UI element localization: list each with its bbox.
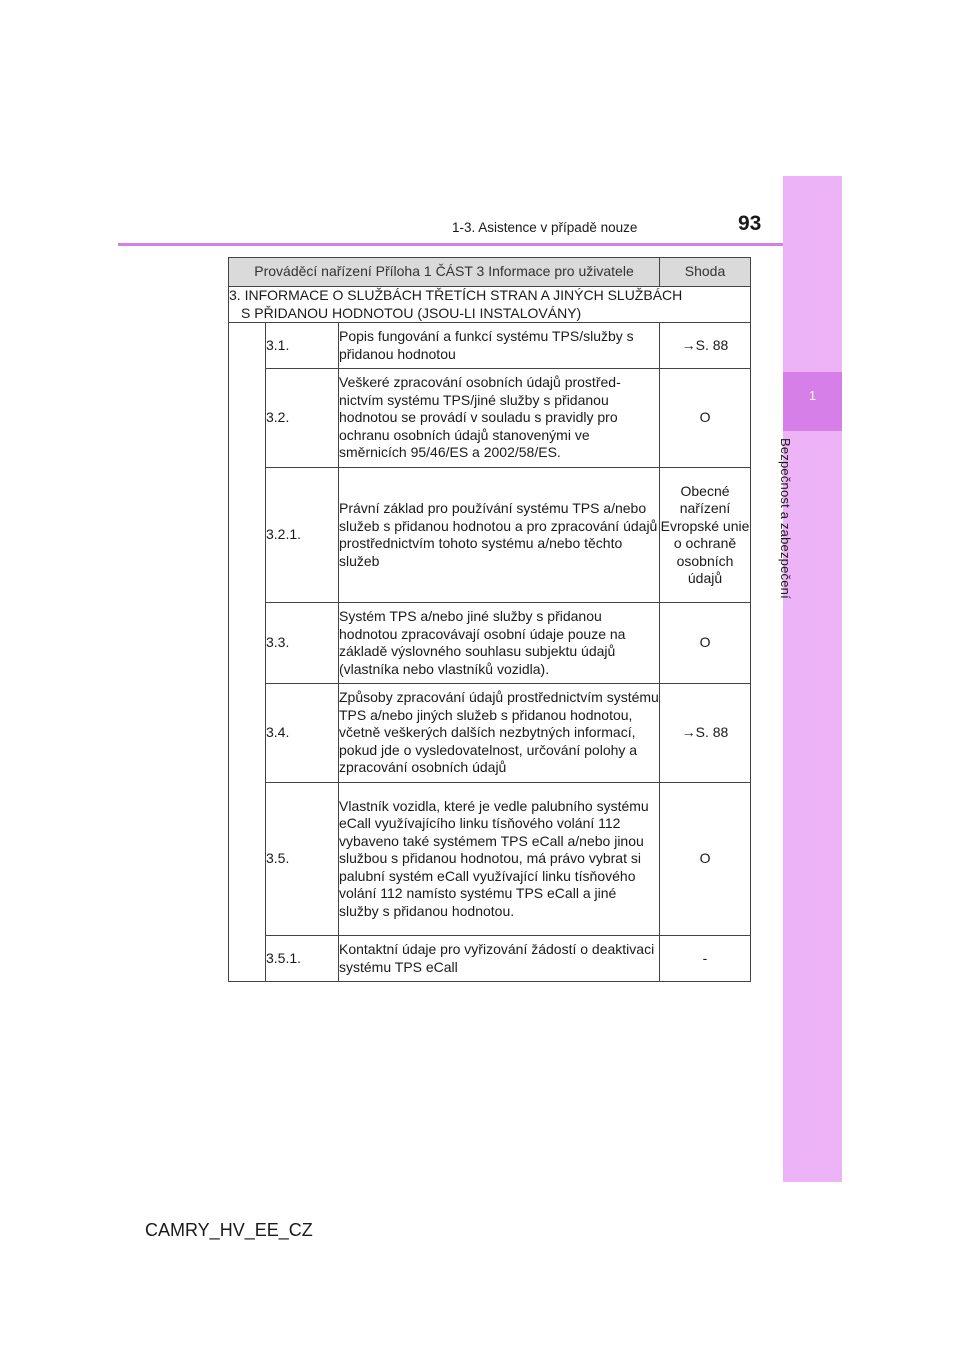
row-description: Vlastník vozidla, které je vedle palubního systému eCall využívajícího linku tísňového volání 112 vybaveno také systémem TPS eCall a/nebo jinou službou s přidanou hodnotou, má právo vybrat si palubní systém eCall využívající linku tísňového volání 112 namísto systému TPS eCall a jiné služby s přidanou hodnotou. xyxy=(339,783,660,936)
header-cell-compliance: Shoda xyxy=(660,258,751,287)
row-value: - xyxy=(660,936,751,982)
section-row xyxy=(229,287,751,323)
table-row xyxy=(229,369,751,468)
info-table xyxy=(228,257,751,982)
chapter-side-band xyxy=(783,176,842,1182)
indent-cell xyxy=(229,323,266,982)
row-number: 3.2.1. xyxy=(266,468,339,603)
row-value: →S. 88 xyxy=(660,684,751,783)
header-cell-info: Prováděcí nařízení Příloha 1 ČÁST 3 Informace pro uživatele xyxy=(229,258,660,287)
chapter-number: 1 xyxy=(808,388,817,403)
row-number: 3.3. xyxy=(266,603,339,684)
chapter-title: Bezpečnost a zabezpečení xyxy=(778,438,793,599)
document-code: CAMRY_HV_EE_CZ xyxy=(145,1220,313,1240)
section-title: 1-3. Asistence v případě nouze xyxy=(452,220,638,235)
row-number: 3.1. xyxy=(266,323,339,369)
header-rule xyxy=(118,243,783,246)
row-value: Obecné nařízení Evropské unie o ochraně osobních údajů xyxy=(660,468,751,603)
table-row xyxy=(229,323,751,369)
row-value: →S. 88 xyxy=(660,323,751,369)
table-header-row xyxy=(229,258,751,287)
row-number: 3.5. xyxy=(266,783,339,936)
row-description: Systém TPS a/nebo jiné služby s přidanou hodnotou zpracovávají osobní údaje pouze na základě výslovného souhlasu subjektu údajů (vlastníka nebo vlastníků vozidla). xyxy=(339,603,660,684)
row-number: 3.2. xyxy=(266,369,339,468)
row-description: Veškeré zpracování osobních údajů prostřednictvím systému TPS/jiné služby s přidanou hodnotou se provádí v souladu s pravidly pro ochranu osobních údajů stanovenými ve směrnicích 95/46/ES a 2002/58/ES. xyxy=(339,369,660,468)
table-row xyxy=(229,684,751,783)
page-number: 93 xyxy=(738,212,762,235)
row-description: Právní základ pro používání systému TPS a/nebo služeb s přidanou hodnotou a pro zpracování údajů prostřednictvím tohoto systému a/nebo těchto služeb xyxy=(339,468,660,603)
row-value: O xyxy=(660,783,751,936)
row-description: Kontaktní údaje pro vyřizování žádostí o deaktivaci systému TPS eCall xyxy=(339,936,660,982)
table-row xyxy=(229,468,751,603)
row-description: Způsoby zpracování údajů prostřednictvím systému TPS a/nebo jiných služeb s přidanou hodnotou, včetně veškerých dalších nezbytných informací, pokud jde o vysledovatelnost, určování polohy a zpracování osobních údajů xyxy=(339,684,660,783)
section-heading-line2: S PŘIDANOU HODNOTOU (JSOU-LI INSTALOVÁNY) xyxy=(241,304,582,321)
section-heading xyxy=(229,287,751,323)
section-heading-line1: 3. INFORMACE O SLUŽBÁCH TŘETÍCH STRAN A JINÝCH SLUŽBÁCH xyxy=(229,287,683,303)
row-description: Popis fungování a funkcí systému TPS/služby s přidanou hodnotou xyxy=(339,323,660,369)
table-row xyxy=(229,783,751,936)
row-number: 3.5.1. xyxy=(266,936,339,982)
row-value: O xyxy=(660,603,751,684)
row-value: O xyxy=(660,369,751,468)
table-row xyxy=(229,936,751,982)
row-number: 3.4. xyxy=(266,684,339,783)
table-row xyxy=(229,603,751,684)
